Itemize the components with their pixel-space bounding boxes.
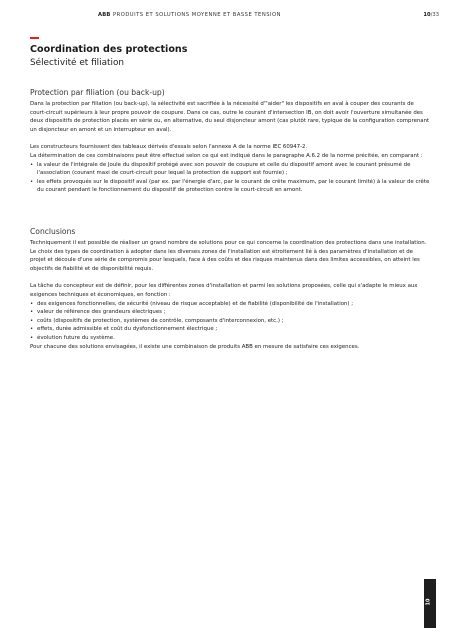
bullet-list — [30, 161, 430, 195]
list-item: • la valeur de l'intégrale de Joule du dispositif protégé avec son pouvoir de coupure et celle du dispositif amont avec le courant présumé de l'association (courant maxi de court-circuit pour lequel la protection de support est fournie) ; — [30, 161, 430, 178]
brand-label: ABB — [98, 12, 111, 18]
paragraph: La détermination de ces combinaisons peut être effectué selon ce qui est indiqué dans le paragraphe A.6.2 de la norme précitée, en comparant : — [30, 152, 423, 159]
page-number — [423, 12, 439, 18]
page-subtitle: Sélectivité et filiation — [30, 58, 125, 68]
list-item: • les effets provoqués sur le dispositif aval (par ex. par l'énergie d'arc, par le courant de crête maximum, par le courant limité) à la valeur de crête du courant pendant le fonctionnement du dispositif de protection contre le court-circuit en amont. — [30, 178, 430, 195]
header-title: PRODUITS ET SOLUTIONS MOYENNE ET BASSE TENSION — [113, 12, 281, 18]
list-item: • évolution future du système. — [30, 334, 430, 343]
section-body-conclusions — [30, 239, 430, 351]
paragraph: La tâche du concepteur est de définir, pour les différentes zones d'installation et parmi les solutions proposées, celle qui s'adapte le mieux aux exigences techniques et économiques, en fonction : — [30, 283, 418, 298]
paragraph: Le choix des types de coordination à adopter dans les diverses zones de l'installation est étroitement lié à des paramètres d'installation et de projet et découle d'une série de compromis pour lesquels, face à des coûts et des risques maintenus dans des limites accessibles, on atteint les objectifs de fiabilité et de disponibilité requis. — [30, 248, 420, 272]
bullet-list — [30, 300, 430, 343]
paragraph: Les constructeurs fournissent des tableaux dérivés d'essais selon l'annexe A de la norme IEC 60947-2. — [30, 144, 308, 151]
side-tab-label: 10 — [425, 598, 432, 606]
section-body-filiation — [30, 100, 430, 195]
paragraph: Techniquement il est possible de réaliser un grand nombre de solutions pour ce qui concerne la coordination des protections dans une installation. — [30, 240, 427, 246]
page-current: 10 — [423, 12, 431, 18]
list-item: • effets, durée admissible et coût du dysfonctionnement électrique ; — [30, 325, 430, 334]
paragraph: Pour chacune des solutions envisagées, il existe une combinaison de produits ABB en mesure de satisfaire ces exigences. — [30, 343, 360, 350]
paragraph: Dans la protection par filiation (ou back-up), la sélectivité est sacrifiée à la nécessité d'"aider" les dispositifs en aval à couper des courants de court-circuit supérieurs à leur propre pouvoir de coupure. Dans ce cas, outre le courant d'intersection IB, on doit avoir l'ouverture simultanée des deux dispositifs de protection placés en série ou, en alternative, du seul disjoncteur amont (cas plutôt rare, typique de la configuration comprenant un disjoncteur en amont et un interrupteur en aval). — [30, 101, 430, 133]
section-heading-conclusions: Conclusions — [30, 227, 76, 236]
accent-bar — [30, 37, 39, 39]
page-header — [98, 12, 439, 22]
section-heading-filiation: Protection par filiation (ou back-up) — [30, 88, 165, 97]
side-page-tab — [424, 579, 436, 628]
page-title: Coordination des protections — [30, 44, 188, 55]
list-item: • valeur de référence des grandeurs électriques ; — [30, 308, 430, 317]
list-item: • des exigences fonctionnelles, de sécurité (niveau de risque acceptable) et de fiabilité (disponibilité de l'installation) ; — [30, 300, 430, 309]
list-item: • coûts (dispositifs de protection, systèmes de contrôle, composants d'interconnexion, etc.) ; — [30, 317, 430, 326]
page-total: /33 — [430, 12, 439, 18]
